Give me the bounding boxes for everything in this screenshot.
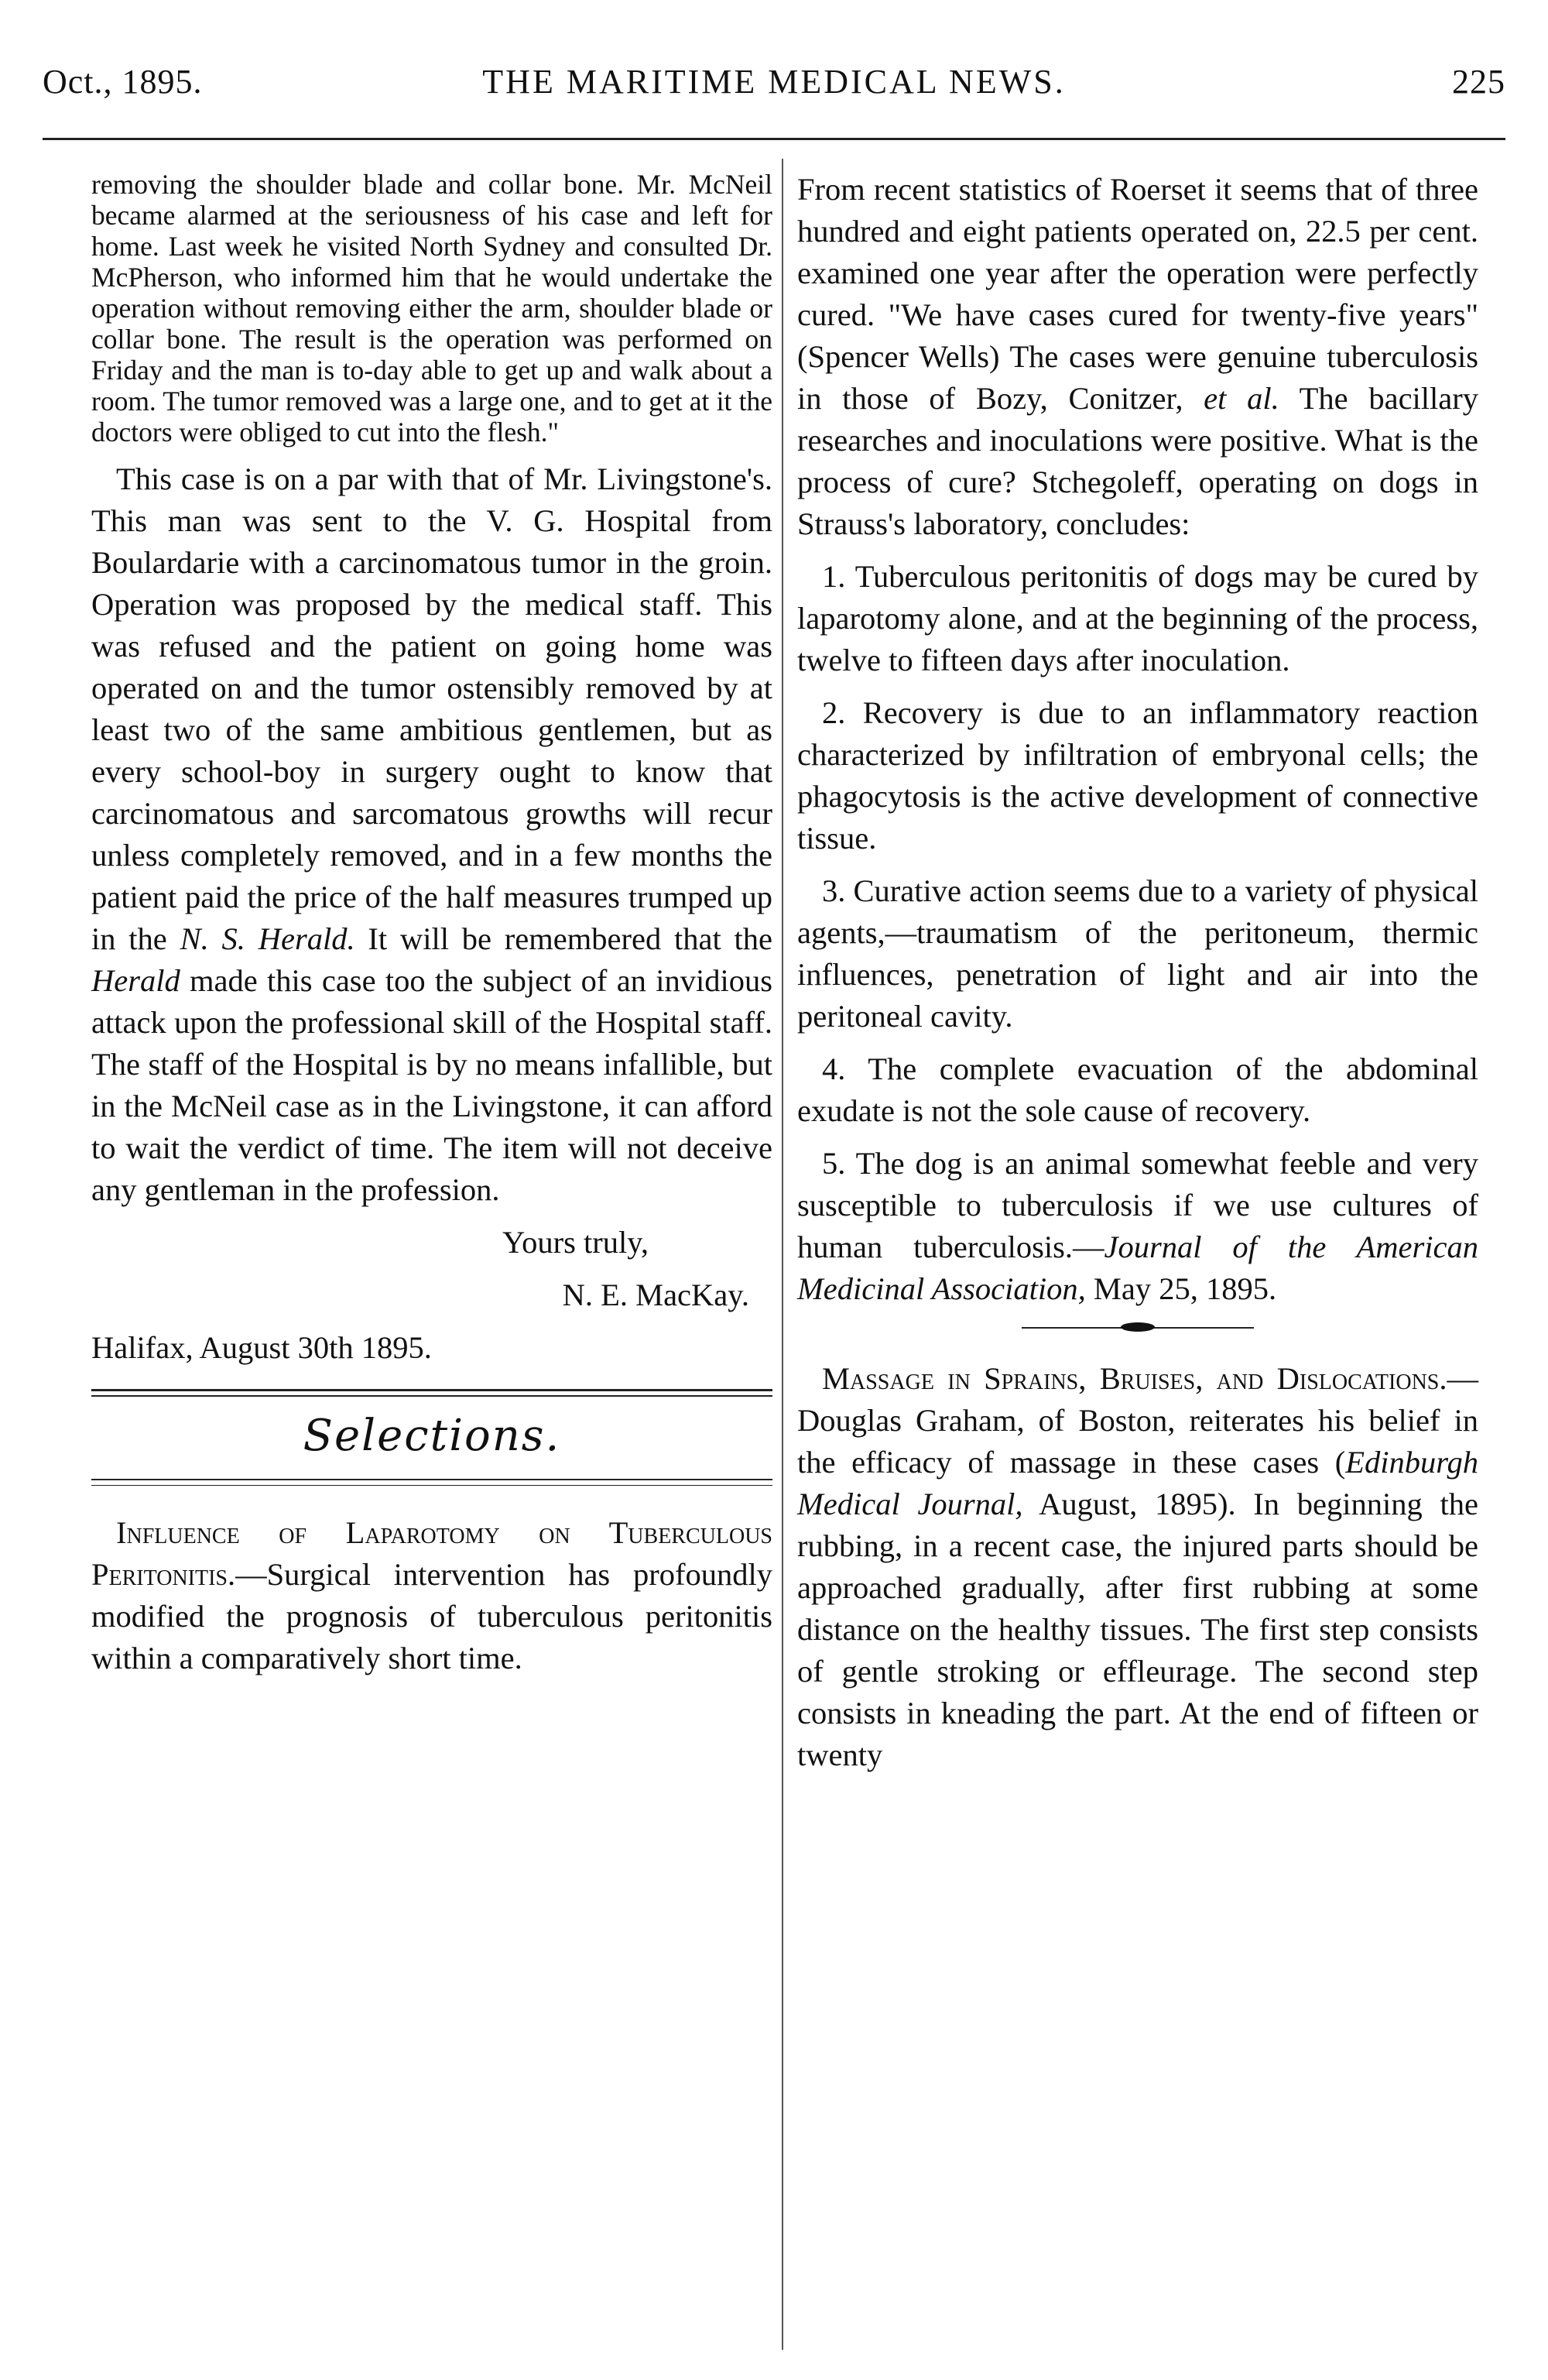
conclusion-5-source: Journal of the American Medicinal Association, [797,1229,1478,1306]
page-number: 225 [1452,63,1505,101]
statistics-text: From recent statistics of Roerset it seems that of three hundred and eight patients operated on, 22.5 per cent. examined one year after the operation were perfectly cured. "We have cases cured for twenty-five years" (Spencer Wells) The cases were genuine tuberculosis in those of Bozy, Conitzer, [797,172,1478,416]
letter-text-part-3: made this case too the subject of an invidious attack upon the professional skill of the Hospital staff. The staff of the Hospital is by no means infallible, but in the McNeil case as in the Livingstone, it can afford to wait the verdict of time. The item will not deceive any gentleman in the profession. [91,963,772,1207]
page-header [43,62,1505,116]
article-text-laparotomy: —Surgical intervention has profoundly modified the prognosis of tuberculous peritonitis within a comparatively short time. [91,1557,772,1675]
letter-signature: N. E. MacKay. [562,1277,749,1312]
letter-quote-continuation: removing the shoulder blade and collar bone. Mr. McNeil became alarmed at the seriousness of his case and left for home. Last week he visited North Sydney and consulted Dr. McPherson, who informed him that he would undertake the operation without removing either the arm, shoulder blade or collar bone. The result is the operation was performed on Friday and the man is to-day able to get up and walk about a room. The tumor removed was a large one, and to get at it the doctors were obliged to cut into the flesh." [91,169,772,448]
conclusion-5 [797,1143,1478,1310]
article-laparotomy [91,1512,772,1679]
conclusion-4: 4. The complete evacuation of the abdominal exudate is not the sole cause of recovery. [797,1051,1478,1128]
article-title-massage: Massage in Sprains, Bruises, and Dislocations. [822,1361,1447,1396]
letter-place-date: Halifax, August 30th 1895. [91,1330,432,1365]
newspaper-name-2: Herald [91,963,180,998]
section-rule-top [91,1389,772,1397]
statistics-text-2: The bacillary researches and inoculations were positive. What is the process of cure? Stchegoleff, operating on dogs in Strauss's laboratory, concludes: [797,381,1479,541]
ornamental-divider [797,1324,1478,1332]
letter-text-part-2: It will be remembered that the [354,921,773,956]
letter-text-part-1: This case is on a par with that of Mr. Livingstone's. This man was sent to the V. G. Hospital from Boulardarie with a carcinomatous tumor in the groin. Operation was proposed by the medical staff. This was refused and the patient on going home was operated on and the tumor ostensibly removed by at least two of the same ambitious gentlemen, but as every school-boy in surgery ought to know that carcinomatous and sarcomatous growths will recur unless completely removed, and in a few months the patient paid the price of the half measures trumped up in the [91,461,772,956]
conclusion-1: 1. Tuberculous peritonitis of dogs may be cured by laparotomy alone, and at the beginning of the process, twelve to fifteen days after inoculation. [797,559,1478,677]
letter-paragraph [91,458,772,1211]
article-text-massage-2: August, 1895). In beginning the rubbing, in a recent case, the injured parts should be approached gradually, after first rubbing at some distance on the healthy tissues. The first step consists of gentle stroking or effleurage. The second step consists in kneading the part. At the end of fifteen or twenty [797,1487,1478,1772]
conclusion-2: 2. Recovery is due to an inflammatory reaction characterized by infiltration of embryonal cells; the phagocytosis is the active development of connective tissue. [797,695,1478,856]
header-rule [43,138,1505,140]
article-title-laparotomy: Influence of Laparotomy on Tuberculous Peritonitis. [91,1515,772,1592]
conclusion-3: 3. Curative action seems due to a variety of physical agents,—traumatism of the peritoneum, thermic influences, penetration of light and air into the peritoneal cavity. [797,873,1478,1034]
conclusion-5-text: 5. The dog is an animal somewhat feeble and very susceptible to tuberculosis if we use cultures of human tuberculosis.— [797,1146,1478,1264]
letter-closing: Yours truly, [502,1225,649,1260]
right-column [797,169,1478,1787]
column-divider [782,159,783,2350]
newspaper-name-1: N. S. Herald. [180,921,355,956]
left-column [91,169,772,1690]
article-text-massage-1: —Douglas Graham, of Boston, reiterates his belief in the efficacy of massage in these cases ( [797,1361,1478,1480]
section-rule-bottom [91,1479,772,1480]
et-al: et al. [1204,381,1279,416]
article-laparotomy-continued [797,169,1478,545]
journal-title: THE MARITIME MEDICAL NEWS. [482,63,1066,101]
conclusion-5-date: May 25, 1895. [1085,1271,1277,1306]
issue-date: Oct., 1895. [43,63,203,101]
article-massage [797,1358,1478,1776]
section-heading: Selections. [303,1411,561,1461]
article-source-massage: Edinburgh Medical Journal, [797,1445,1478,1521]
section-rule-bottom-2 [91,1485,772,1486]
